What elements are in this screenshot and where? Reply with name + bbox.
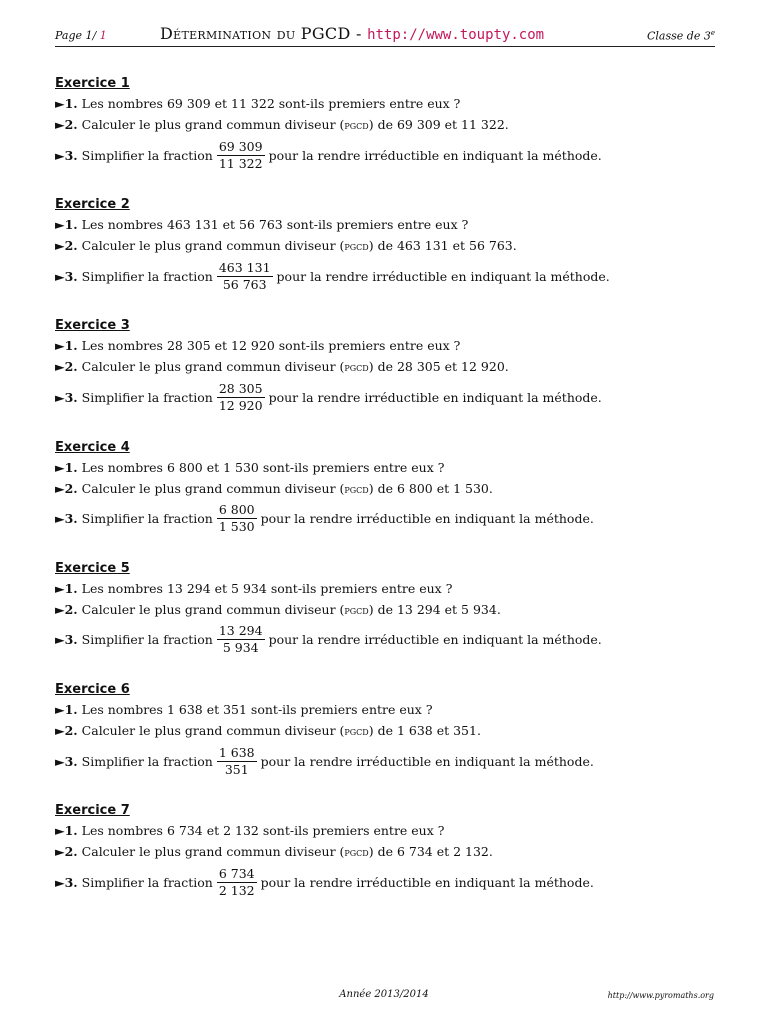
- exercise-title: Exercice 6: [55, 682, 130, 697]
- question-3: ►3. Simplifier la fraction $\frac{1 638}{351}$ pour la rendre irréductible en indiquant la méthode.: [55, 744, 594, 777]
- question-3: ►3. Simplifier la fraction $\frac{69 309}{11 322}$ pour la rendre irréductible en indiquant la méthode.: [55, 138, 602, 171]
- fraction: $\frac{6 800}{1 530}$: [218, 502, 255, 535]
- exercise-block: [55, 682, 715, 781]
- question-3: ►3. Simplifier la fraction $\frac{28 305}{12 920}$ pour la rendre irréductible en indiquant la méthode.: [55, 380, 602, 413]
- footer-url[interactable]: http://www.pyromaths.org: [607, 991, 714, 1000]
- question-3: ►3. Simplifier la fraction $\frac{6 734}{2 132}$ pour la rendre irréductible en indiquant la méthode.: [55, 865, 594, 898]
- question-2: ►2. Calculer le plus grand commun diviseur (pgcd) de 6 734 et 2 132.: [55, 844, 493, 860]
- question-1: ►1. Les nombres 463 131 et 56 763 sont-ils premiers entre eux ?: [55, 217, 469, 233]
- question-2: ►2. Calculer le plus grand commun diviseur (pgcd) de 69 309 et 11 322.: [55, 117, 509, 132]
- fraction: $\frac{1 638}{351}$: [218, 744, 255, 777]
- exercise-block: [55, 318, 715, 417]
- exercise-title: Exercice 1: [55, 76, 130, 91]
- question-1: ►1. Les nombres 13 294 et 5 934 sont-ils premiers entre eux ?: [55, 580, 453, 596]
- question-2: ►2. Calculer le plus grand commun diviseur (pgcd) de 1 638 et 351.: [55, 723, 481, 738]
- exercise-title: Exercice 5: [55, 560, 130, 576]
- question-2: ►2. Calculer le plus grand commun diviseur (pgcd) de 463 131 et 56 763.: [55, 238, 517, 254]
- question-1: ►1. Les nombres 6 800 et 1 530 sont-ils premiers entre eux ?: [55, 459, 445, 475]
- exercise-block: [55, 197, 715, 296]
- page-header: [55, 24, 715, 47]
- exercise-block: [55, 76, 715, 175]
- page-title: Détermination du PGCD - http://www.toupty.com: [160, 24, 545, 43]
- fraction: $\frac{463 131}{56 763}$: [218, 259, 271, 292]
- fraction: $\frac{69 309}{11 322}$: [218, 138, 263, 171]
- question-1: ►1. Les nombres 6 734 et 2 132 sont-ils premiers entre eux ?: [55, 823, 445, 839]
- exercise-block: [55, 803, 715, 902]
- fraction: $\frac{13 294}{5 934}$: [218, 623, 263, 656]
- exercise-block: [55, 561, 715, 660]
- class-label: Classe de 3e: [647, 29, 715, 43]
- question-3: ►3. Simplifier la fraction $\frac{463 131}{56 763}$ pour la rendre irréductible en indiquant la méthode.: [55, 259, 610, 292]
- exercise-title: Exercice 4: [55, 439, 130, 455]
- question-1: ►1. Les nombres 1 638 et 351 sont-ils premiers entre eux ?: [55, 702, 433, 717]
- exercise-block: [55, 440, 715, 539]
- exercise-title: Exercice 3: [55, 318, 130, 334]
- question-3: ►3. Simplifier la fraction $\frac{6 800}{1 530}$ pour la rendre irréductible en indiquant la méthode.: [55, 502, 594, 535]
- exercise-title: Exercice 7: [55, 803, 130, 819]
- fraction: $\frac{28 305}{12 920}$: [218, 380, 263, 413]
- question-2: ►2. Calculer le plus grand commun diviseur (pgcd) de 28 305 et 12 920.: [55, 359, 509, 375]
- question-3: ►3. Simplifier la fraction $\frac{13 294}{5 934}$ pour la rendre irréductible en indiquant la méthode.: [55, 623, 602, 656]
- exercise-title: Exercice 2: [55, 197, 130, 213]
- title-link[interactable]: http://www.toupty.com: [367, 27, 545, 43]
- question-1: ►1. Les nombres 69 309 et 11 322 sont-ils premiers entre eux ?: [55, 96, 461, 111]
- footer-year: Année 2013/2014: [339, 989, 429, 1000]
- question-2: ►2. Calculer le plus grand commun diviseur (pgcd) de 6 800 et 1 530.: [55, 480, 493, 496]
- page-number: Page 1/ 1: [55, 29, 107, 42]
- fraction: $\frac{6 734}{2 132}$: [218, 865, 255, 898]
- question-1: ►1. Les nombres 28 305 et 12 920 sont-ils premiers entre eux ?: [55, 338, 461, 354]
- question-2: ►2. Calculer le plus grand commun diviseur (pgcd) de 13 294 et 5 934.: [55, 601, 501, 617]
